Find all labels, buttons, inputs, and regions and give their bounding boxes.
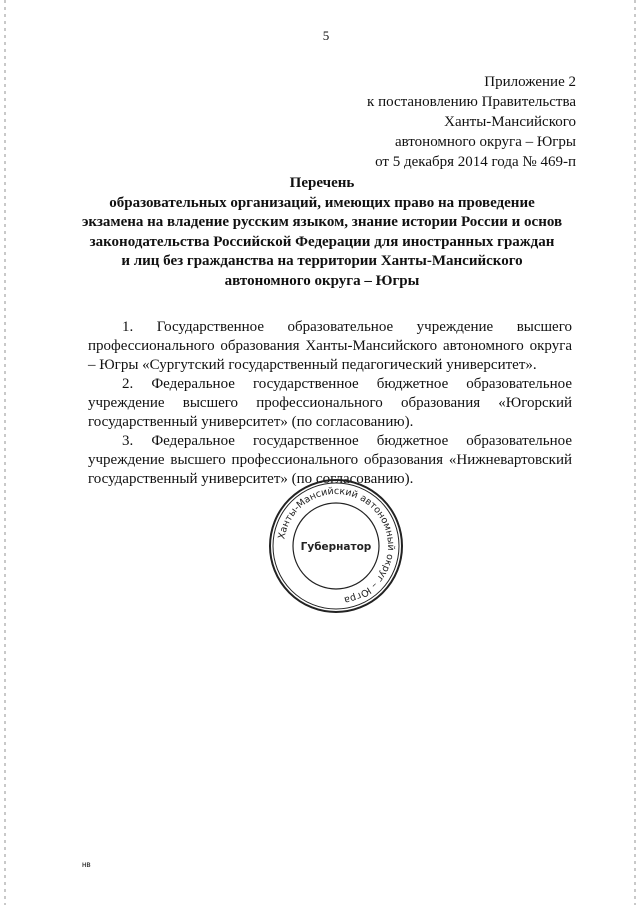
appendix-line: Ханты-Мансийского	[444, 114, 576, 130]
seal-ring-text: Ханты-Мансийский автономный округ – Югра	[276, 485, 397, 606]
list-item: 1. Государственное образовательное учреждение высшего профессионального образования Ханты-Мансийского автономного округа – Югры «Сургутский государственный педагогический университет».	[88, 319, 572, 373]
appendix-line: к постановлению Правительства	[367, 94, 576, 110]
appendix-line: Приложение 2	[484, 74, 576, 90]
list-item: 2. Федеральное государственное бюджетное образовательное учреждение высшего профессионального образования «Югорский государственный университет» (по согласованию).	[88, 376, 572, 430]
footer-mark: нв	[82, 860, 91, 869]
organizations-list	[88, 318, 572, 489]
title-line: и лиц без гражданства на территории Ханты-Мансийского	[121, 253, 523, 269]
scan-edge-right	[634, 0, 636, 905]
page-number: 5	[322, 28, 330, 43]
document-title	[60, 174, 584, 291]
scan-edge-left	[4, 0, 6, 905]
title-line: экзамена на владение русским языком, знание истории России и основ	[81, 214, 563, 230]
appendix-line: автономного округа – Югры	[394, 134, 576, 150]
title-line: образовательных организаций, имеющих право на проведение	[109, 194, 535, 211]
list-item: 3. Федеральное государственное бюджетное образовательное учреждение высшего профессионального образования «Нижневартовский государственный университет» (по согласованию).	[88, 433, 572, 487]
seal-center-text: Губернатор	[300, 541, 372, 553]
title-line: законодательства Российской Федерации для иностранных граждан	[89, 233, 555, 250]
official-seal	[266, 476, 406, 616]
title-line: Перечень	[289, 175, 355, 191]
title-line: автономного округа – Югры	[224, 272, 420, 289]
appendix-header	[367, 72, 576, 172]
appendix-line: от 5 декабря 2014 года № 469-п	[375, 154, 576, 170]
